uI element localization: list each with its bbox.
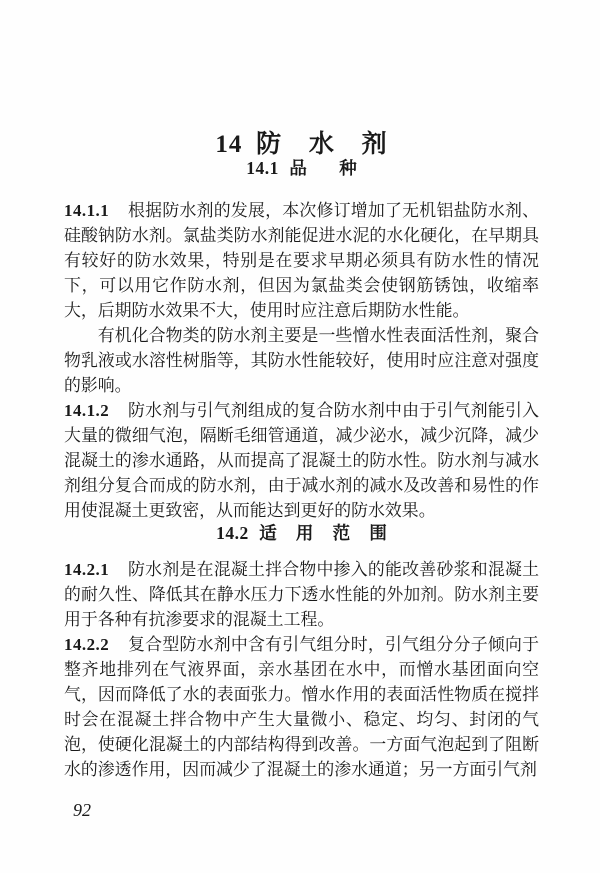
section-heading-14-1 — [64, 158, 539, 178]
section-number: 14.2 — [216, 523, 249, 543]
section-title: 品 种 — [289, 158, 357, 178]
section-heading-14-2 — [64, 523, 539, 543]
section-title: 适 用 范 围 — [259, 523, 387, 543]
chapter-number: 14 — [215, 131, 243, 158]
chapter-name: 防 水 剂 — [256, 131, 388, 158]
clause-paragraph-continuation — [64, 323, 539, 398]
clause-text: 复合型防水剂中含有引气组分时，引气组分分子倾向于整齐地排列在气液界面，亲水基团在水中，而憎水基团面向空气，因而降低了水的表面张力。憎水作用的表面活性物质在搅拌时会在混凝土拌合物中产生大量微小、稳定、均匀、封闭的气泡，使硬化混凝土的内部结构得到改善。一方面气泡起到了阻断水的渗透作用，因而减少了混凝土的渗水通道；另一方面引气剂 — [64, 635, 539, 779]
clause-paragraph-14-2-2 — [64, 632, 539, 782]
page-number: 92 — [73, 800, 91, 820]
chapter-title — [64, 132, 539, 158]
section-number: 14.1 — [246, 158, 279, 178]
clause-text: 防水剂与引气剂组成的复合防水剂中由于引气剂能引入大量的微细气泡，隔断毛细管通道，减少泌水，减少沉降，减少混凝土的渗水通路，从而提高了混凝土的防水性。防水剂与减水剂组分复合而成的防水剂，由于减水剂的减水及改善和易性的作用使混凝土更致密，从而能达到更好的防水效果。 — [64, 401, 539, 520]
clause-paragraph-14-1-1 — [64, 198, 539, 323]
clause-number: 14.1.1 — [64, 201, 110, 220]
clause-number: 14.2.1 — [64, 560, 110, 579]
clause-paragraph-14-1-2 — [64, 398, 539, 523]
clause-paragraph-14-2-1 — [64, 557, 539, 632]
clause-number: 14.2.2 — [64, 635, 110, 654]
clause-number: 14.1.2 — [64, 401, 110, 420]
clause-text: 防水剂是在混凝土拌合物中掺入的能改善砂浆和混凝土的耐久性、降低其在静水压力下透水性能的外加剂。防水剂主要用于各种有抗渗要求的混凝土工程。 — [64, 560, 539, 629]
clause-text: 有机化合物类的防水剂主要是一些憎水性表面活性剂，聚合物乳液或水溶性树脂等，其防水性能较好，使用时应注意对强度的影响。 — [64, 326, 539, 395]
clause-text: 根据防水剂的发展，本次修订增加了无机铝盐防水剂、硅酸钠防水剂。氯盐类防水剂能促进水泥的水化硬化，在早期具有较好的防水效果，特别是在要求早期必须具有防水性的情况下，可以用它作防水剂，但因为氯盐类会使钢筋锈蚀，收缩率大，后期防水效果不大，使用时应注意后期防水性能。 — [64, 201, 539, 320]
